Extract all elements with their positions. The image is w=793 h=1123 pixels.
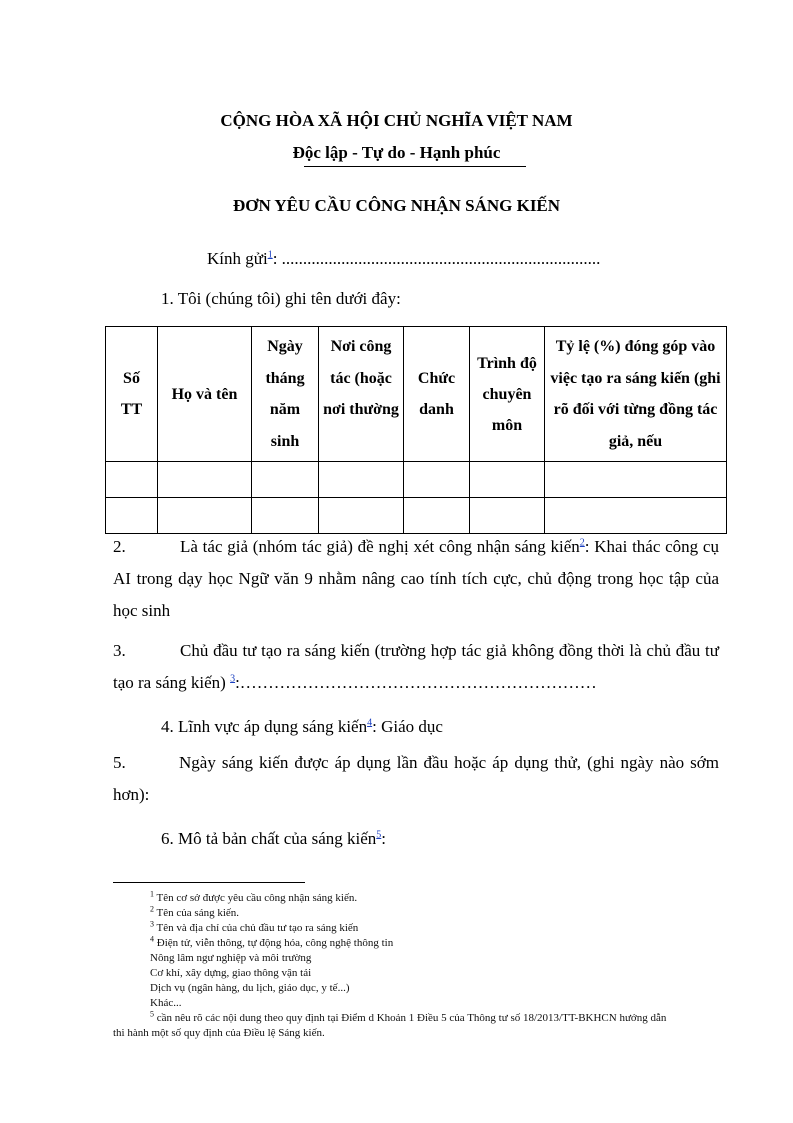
table-cell[interactable] [404,462,470,498]
footnote-4-line-5: Khác... [150,997,182,1009]
table-cell[interactable] [319,462,404,498]
table-row [106,498,727,534]
footnote-2-number: 2 [150,904,154,914]
footnote-5-number: 5 [150,1009,154,1019]
greeting-dots: : ........................................................................... [272,249,601,268]
table-cell[interactable] [252,462,319,498]
section-4-text: 4. Lĩnh vực áp dụng sáng kiến [161,717,368,736]
section-1-heading: 1. Tôi (chúng tôi) ghi tên dưới đây: [161,289,401,308]
table-cell[interactable] [319,498,404,534]
footnote-4-number: 4 [150,934,154,944]
table-cell[interactable] [545,498,727,534]
section-4 [161,711,443,743]
section-2-number: 2. [113,537,126,556]
section-5 [113,747,719,811]
section-2 [113,531,719,627]
table-cell[interactable] [252,498,319,534]
footnote-3-number: 3 [150,919,154,929]
greeting [207,243,600,275]
section-6 [161,823,386,855]
col-header-contribution: Tỷ lệ (%) đóng góp vào việc tạo ra sáng kiến (ghi rõ đối với từng đồng tác giả, nếu [545,327,727,462]
table-cell[interactable] [106,462,158,498]
table-cell[interactable] [470,498,545,534]
footnote-ref-3[interactable]: 3 [230,673,236,685]
section-2-initiative-name: : Khai thác công cụ AI trong dạy học Ngữ văn 9 nhằm nâng cao tính tích cực, chủ động trong học tập của học sinh [113,537,719,620]
motto: Độc lập - Tự do - Hạnh phúc [292,143,501,162]
col-header-workplace: Nơi công tác (hoặc nơi thường [319,327,404,462]
footnote-4 [150,936,393,951]
footnote-ref-2[interactable]: 2 [579,537,585,549]
footnote-4-text: Điện tử, viễn thông, tự động hóa, công nghệ thông tin [154,937,394,949]
table-cell[interactable] [158,498,252,534]
col-header-stt: Số TT [106,327,158,462]
section-5-text: Ngày sáng kiến được áp dụng lần đầu hoặc áp dụng thử, (ghi ngày nào sớm hơn): [113,753,719,804]
footnote-ref-4[interactable]: 4 [367,717,373,729]
footnote-5 [113,1011,673,1040]
section-3-dots: :……………………………………………………… [235,673,597,692]
section-2-text: Là tác giả (nhóm tác giả) đề nghị xét công nhận sáng kiến [180,537,580,556]
col-header-dob: Ngày tháng năm sinh [252,327,319,462]
table-cell[interactable] [470,462,545,498]
col-header-qualification: Trình độ chuyên môn [470,327,545,462]
footnote-5-text: cần nêu rõ các nội dung theo quy định tại Điểm d Khoản 1 Điều 5 của Thông tư số 18/2013/TT-BKHCN hướng dẫn thi hành một số quy định của Điều lệ Sáng kiến. [113,1012,667,1039]
footnote-4-line-4: Dịch vụ (ngân hàng, du lịch, giáo dục, y tế...) [150,982,350,994]
footnote-ref-1[interactable]: 1 [267,249,273,261]
footnote-2 [150,906,239,921]
table-row [106,462,727,498]
section-4-value: : Giáo dục [372,717,443,736]
col-header-title: Chức danh [404,327,470,462]
section-5-number: 5. [113,753,126,772]
footnote-2-text: Tên của sáng kiến. [154,907,240,919]
footnote-4-line-2: Nông lâm ngư nghiệp và môi trường [150,952,312,964]
nation-title: CỘNG HÒA XÃ HỘI CHỦ NGHĨA VIỆT NAM [220,111,573,130]
footnote-separator [113,882,305,883]
greeting-label: Kính gửi [207,249,268,268]
footnote-1-number: 1 [150,889,154,899]
authors-table [105,326,727,534]
footnote-3 [150,921,358,936]
footnote-3-text: Tên và địa chỉ của chủ đầu tư tạo ra sáng kiến [154,922,359,934]
section-3-text: Chủ đầu tư tạo ra sáng kiến (trường hợp tác giả không đồng thời là chủ đầu tư tạo ra sáng kiến) [113,641,719,692]
table-cell[interactable] [545,462,727,498]
col-header-name: Họ và tên [158,327,252,462]
section-3 [113,635,719,699]
section-6-text: 6. Mô tả bản chất của sáng kiến [161,829,377,848]
table-cell[interactable] [106,498,158,534]
section-6-colon: : [381,829,386,848]
footnote-ref-5[interactable]: 5 [376,829,382,841]
table-cell[interactable] [158,462,252,498]
footnote-1 [150,891,357,906]
table-header-row [106,327,727,462]
table-cell[interactable] [404,498,470,534]
motto-underline [304,166,526,167]
section-3-number: 3. [113,641,126,660]
form-title: ĐƠN YÊU CẦU CÔNG NHẬN SÁNG KIẾN [232,196,561,215]
footnote-4-line-3: Cơ khí, xây dựng, giao thông vận tải [150,967,312,979]
footnote-1-text: Tên cơ sở được yêu cầu công nhận sáng kiến. [154,892,358,904]
